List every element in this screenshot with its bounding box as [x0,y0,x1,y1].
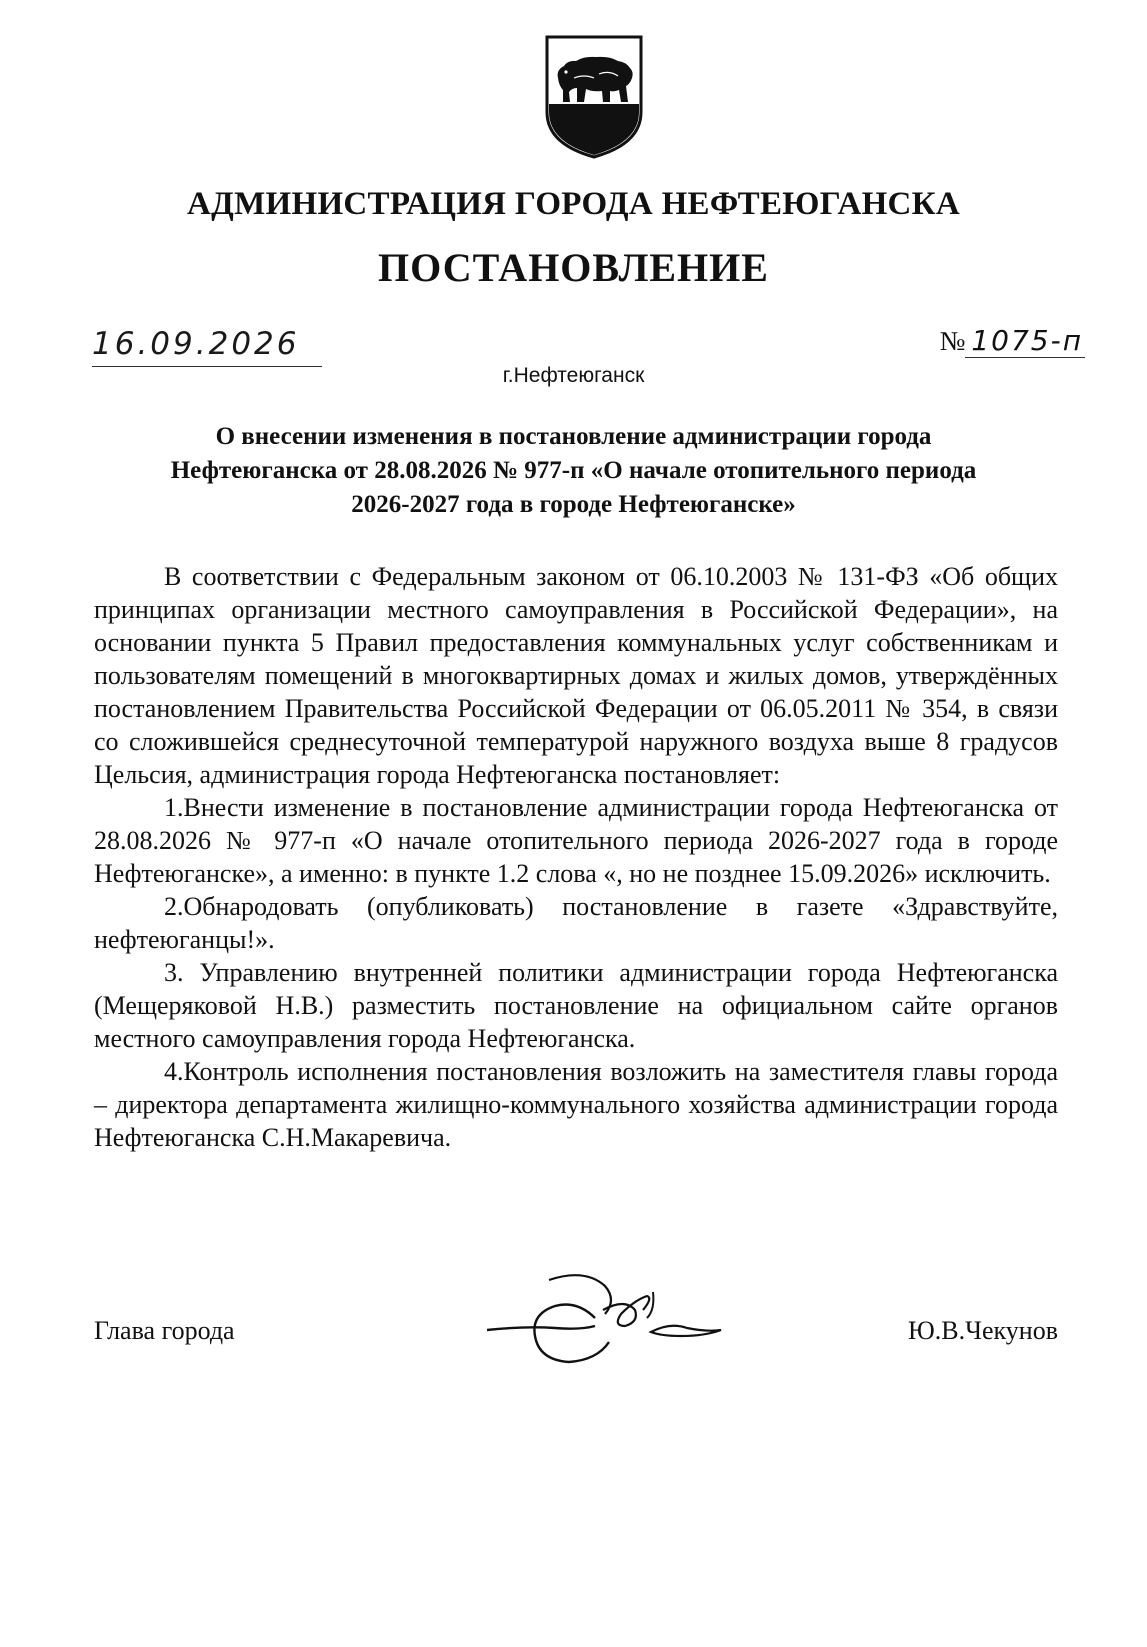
coat-of-arms-icon [544,34,644,160]
item-1-paragraph: 1.Внести изменение в постановление администрации города Нефтеюганска от 28.08.2026 № 977-п «О начале отопительного периода 2026-2027 года в городе Нефтеюганске», а именно: в пункте 1.2 слова «, но не позднее 15.09.2026» исключить. [94,793,1058,888]
preamble-paragraph: В соответствии с Федеральным законом от 06.10.2003 № 131-ФЗ «Об общих принципах организации местного самоуправления в Российской Федерации», на основании пункта 5 Правил предоставления коммунальных услуг собственникам и пользователям помещений в многоквартирных домах и жилых домов, утверждённых постановлением Правительства Российской Федерации от 06.05.2011 № 354, в связи со сложившейся среднесуточной температурой наружного воздуха выше 8 градусов Цельсия, администрация города Нефтеюганска постановляет: [94,562,1058,789]
item-4-paragraph: 4.Контроль исполнения постановления возложить на заместителя главы города – директора департамента жилищно-коммунального хозяйства администрации города Нефтеюганска С.Н.Макаревича. [94,1057,1058,1152]
subject-line-2: Нефтеюганска от 28.08.2026 № 977-п «О начале отопительного периода [170,457,977,484]
city-name: г.Нефтеюганск [502,364,645,387]
handwritten-signature [485,1270,725,1380]
document-subject [90,420,1057,522]
document-body [94,560,1058,1154]
number-sign: № [939,326,966,356]
item-3-paragraph: 3. Управлению внутренней политики администрации города Нефтеюганска (Мещеряковой Н.В.) разместить постановление на официальном сайте органов местного самоуправления города Нефтеюганска. [94,958,1058,1053]
document-date: 16.09.2026 [92,326,300,362]
organization-title: АДМИНИСТРАЦИЯ ГОРОДА НЕФТЕЮГАНСКА [186,186,961,222]
subject-line-1: О внесении изменения в постановление администрации города [215,423,932,450]
signer-name: Ю.В.Чекунов [908,1316,1058,1345]
document-number: 1075-п [965,324,1085,358]
document-number-block [940,324,1085,357]
signer-position: Глава города [94,1316,235,1345]
item-2-paragraph: 2.Обнародовать (опубликовать) постановление в газете «Здравствуйте, нефтеюганцы!». [94,892,1058,954]
subject-line-3: 2026-2027 года в городе Нефтеюганске» [351,491,796,518]
document-type-title: ПОСТАНОВЛЕНИЕ [378,245,769,290]
